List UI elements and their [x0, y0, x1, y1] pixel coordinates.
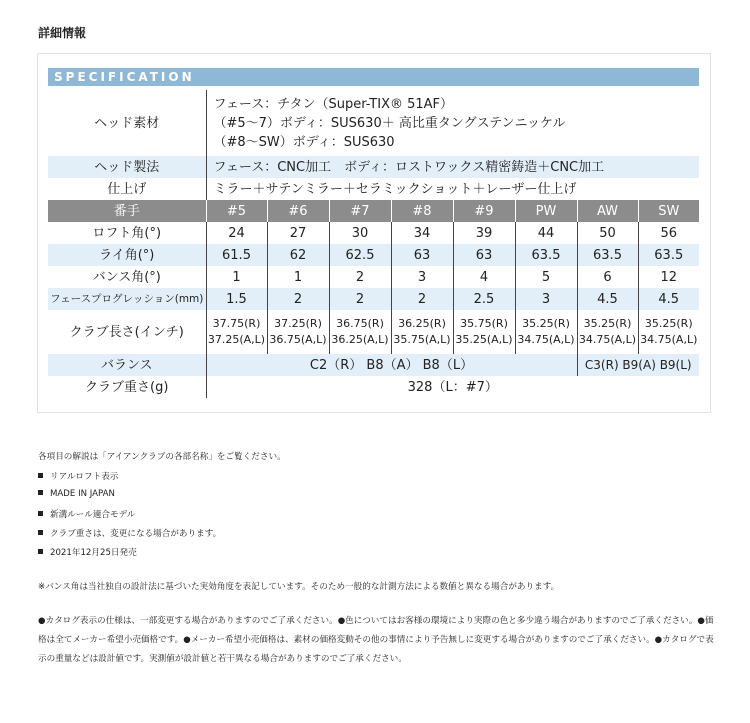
club-header: #8	[391, 200, 453, 222]
club-header: #6	[267, 200, 329, 222]
length-r: 35.25(R)	[583, 317, 632, 330]
head-material-row	[48, 90, 699, 156]
club-header: AW	[577, 200, 638, 222]
note-bullet	[38, 508, 135, 520]
length-cell	[577, 310, 638, 354]
loft-cell: 56	[660, 225, 678, 241]
length-al: 35.25(A,L)	[455, 333, 513, 346]
note-bullet	[38, 489, 115, 499]
length-cell	[515, 310, 577, 354]
notes-intro: 各項目の解説は「アイアンクラブの各部名称」をご覧ください。	[38, 452, 286, 462]
bounce-cell: 1	[206, 266, 267, 288]
length-cell	[206, 310, 267, 354]
progression-cell: 2	[391, 288, 453, 310]
head-material-value	[206, 90, 699, 156]
length-cell	[638, 310, 699, 354]
bounce-cell: 1	[267, 266, 329, 288]
note-bullet	[38, 546, 137, 558]
club-header: #7	[329, 200, 391, 222]
progression-cell: 1.5	[206, 288, 267, 310]
weight-label: クラブ重さ(g)	[48, 376, 206, 398]
progression-cell: 2.5	[453, 288, 515, 310]
lie-cell: 61.5	[206, 244, 267, 266]
head-material-line: （#8〜SW）ボディ：SUS630	[213, 134, 395, 150]
length-r: 36.25(R)	[398, 317, 446, 330]
head-material-line: フェース：チタン（Super-TIX® 51AF）	[213, 96, 454, 112]
lie-cell: 63.5	[515, 244, 577, 266]
spec-banner: SPECIFICATION	[48, 68, 699, 86]
length-al: 34.75(A,L)	[517, 333, 575, 346]
progression-cell: 4.5	[638, 288, 699, 310]
spec-table	[48, 90, 699, 398]
finish-label: 仕上げ	[48, 178, 206, 200]
balance-row	[48, 354, 699, 376]
note-text: 新溝ルール適合モデル	[50, 510, 136, 520]
progression-cell: 3	[515, 288, 577, 310]
length-r: 35.25(R)	[522, 317, 570, 330]
section-title: 詳細情報	[38, 26, 87, 40]
head-process-row	[48, 156, 699, 178]
progression-cell: 2	[267, 288, 329, 310]
head-process-label: ヘッド製法	[48, 156, 206, 178]
progression-cell: 4.5	[577, 288, 638, 310]
disclaimer: ●カタログ表示の仕様は、一部変更する場合がありますのでご了承ください。●色についてはお客様の環境により実際の色と多少違う場合がありますのでご了承ください。●価格は全てメーカー希望小売価格です。●メーカー希望小売価格は、素材の価格変動その他の事情により予告無しに変更する場合がありますのでご了承ください。●カタログで表示の重量などは設計値です。実測値が設計値と若干異なる場合がありますのでご了承ください。	[38, 616, 714, 664]
number-header: 番手	[48, 200, 206, 222]
head-process-value: フェース：CNC加工 ボディ：ロストワックス精密鋳造＋CNC加工	[206, 156, 699, 178]
bounce-note: ※バンス角は当社独自の設計法に基づいた実効角度を表記しています。そのため一般的な計測方法による数値と異なる場合があります。	[38, 582, 560, 592]
balance-wedge: C3(R) B9(A) B9(L)	[577, 354, 699, 376]
club-header: SW	[638, 200, 699, 222]
note-text: MADE IN JAPAN	[50, 489, 115, 499]
length-al: 35.75(A,L)	[393, 333, 451, 346]
loft-cell: 34	[391, 222, 453, 244]
length-row	[48, 310, 699, 354]
lie-row	[48, 244, 699, 266]
loft-cell: 24	[206, 222, 267, 244]
square-bullet-icon	[38, 473, 43, 478]
length-cell	[453, 310, 515, 354]
length-al: 34.75(A,L)	[640, 333, 698, 346]
bounce-cell: 3	[391, 266, 453, 288]
loft-cell: 44	[515, 222, 577, 244]
weight-value: 328（L：#7）	[407, 379, 498, 395]
length-al: 36.25(A,L)	[331, 333, 389, 346]
length-r: 36.75(R)	[336, 317, 384, 330]
finish-value: ミラー＋サテンミラー＋セラミックショット＋レーザー仕上げ	[213, 181, 577, 197]
length-al: 37.25(A,L)	[207, 333, 266, 346]
lie-label: ライ角(°)	[48, 244, 206, 266]
head-material-label: ヘッド素材	[48, 90, 206, 156]
bounce-cell: 4	[453, 266, 515, 288]
bounce-cell: 5	[515, 266, 577, 288]
loft-row	[48, 222, 699, 244]
square-bullet-icon	[38, 530, 43, 535]
note-text: クラブ重さは、変更になる場合があります。	[50, 529, 222, 539]
loft-cell: 39	[453, 222, 515, 244]
square-bullet-icon	[38, 549, 43, 554]
loft-cell: 50	[577, 222, 638, 244]
square-bullet-icon	[38, 490, 43, 495]
lie-cell: 63.5	[638, 244, 699, 266]
weight-row	[48, 376, 699, 398]
length-r: 35.25(R)	[644, 317, 693, 330]
bounce-label: バンス角(°)	[48, 266, 206, 288]
loft-cell: 30	[329, 222, 391, 244]
progression-row	[48, 288, 699, 310]
lie-cell: 63	[391, 244, 453, 266]
loft-cell: 27	[267, 222, 329, 244]
progression-label: フェースプログレッション(mm)	[48, 288, 206, 310]
length-al: 34.75(A,L)	[578, 333, 637, 346]
length-label: クラブ長さ(インチ)	[48, 310, 206, 354]
length-cell	[329, 310, 391, 354]
balance-main: C2（R） B8（A） B8（L）	[206, 354, 577, 376]
progression-cell: 2	[329, 288, 391, 310]
lie-cell: 63	[453, 244, 515, 266]
length-al: 36.75(A,L)	[269, 333, 327, 346]
length-r: 35.75(R)	[460, 317, 508, 330]
bounce-cell: 2	[329, 266, 391, 288]
club-header-row	[48, 200, 699, 222]
lie-cell: 62.5	[329, 244, 391, 266]
bounce-cell: 6	[577, 266, 638, 288]
length-cell	[267, 310, 329, 354]
balance-label: バランス	[48, 354, 206, 376]
note-bullet	[38, 470, 118, 482]
head-material-line: （#5〜7）ボディ：SUS630＋ 高比重タングステンニッケル	[213, 115, 566, 131]
bounce-row	[48, 266, 699, 288]
square-bullet-icon	[38, 511, 43, 516]
lie-cell: 63.5	[577, 244, 638, 266]
club-header: #9	[453, 200, 515, 222]
note-text: リアルロフト表示	[50, 472, 119, 482]
length-cell	[391, 310, 453, 354]
lie-cell: 62	[267, 244, 329, 266]
length-r: 37.75(R)	[212, 317, 261, 330]
length-r: 37.25(R)	[274, 317, 322, 330]
club-header: #5	[206, 200, 267, 222]
bounce-cell: 12	[660, 269, 678, 285]
note-bullet	[38, 527, 221, 539]
loft-label: ロフト角(°)	[48, 222, 206, 244]
club-header: PW	[515, 200, 577, 222]
note-text: 2021年12月25日発売	[50, 548, 137, 558]
finish-row	[48, 178, 699, 200]
